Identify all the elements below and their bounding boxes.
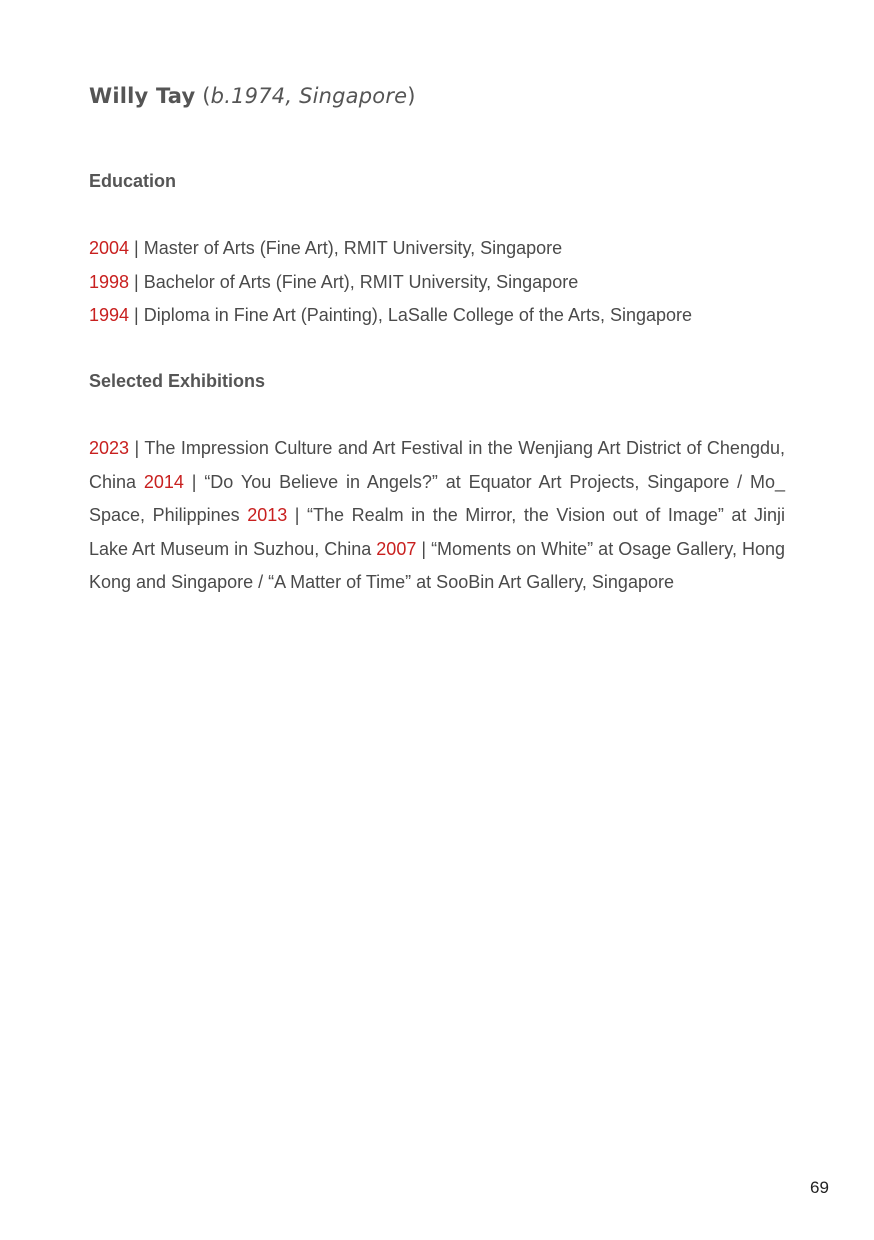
education-item [89,266,692,300]
artist-birth-info: b.1974, Singapore [210,84,408,108]
education-year: 2004 [89,238,130,258]
exhibition-text: | “The Realm in the Mirror, the Vision out of Image” at Jinji Lake Art Museum in Suzhou, China [89,505,785,559]
artist-name: Willy Tay [89,84,196,108]
exhibition-text: | The Impression Culture and Art Festival in the Wenjiang Art District of Chengdu, China [89,438,785,492]
close-paren: ) [407,84,416,108]
education-heading: Education [89,171,177,191]
education-year: 1994 [89,305,130,325]
exhibitions-heading: Selected Exhibitions [89,371,266,391]
artist-heading [89,84,416,108]
education-item [89,299,692,333]
education-list [89,232,692,333]
education-text: | Bachelor of Arts (Fine Art), RMIT University, Singapore [129,271,579,292]
exhibition-year: 2013 [247,505,288,525]
exhibition-year: 2014 [143,471,184,492]
education-text: | Master of Arts (Fine Art), RMIT University, Singapore [129,238,563,258]
exhibition-year: 2023 [89,438,130,458]
exhibition-text: | “Do You Believe in Angels?” at Equator Art Projects, Singapore / Mo_ Space, Philippines [89,471,785,525]
education-item [89,232,692,266]
page-number: 69 [810,1178,829,1197]
open-paren: ( [195,84,211,108]
education-year: 1998 [89,271,130,292]
exhibition-year: 2007 [376,538,417,559]
exhibition-text: | “Moments on White” at Osage Gallery, Hong Kong and Singapore / “A Matter of Time” at SooBin Art Gallery, Singapore [89,538,786,592]
exhibitions-paragraph [89,432,785,600]
education-text: | Diploma in Fine Art (Painting), LaSalle College of the Arts, Singapore [129,305,693,325]
